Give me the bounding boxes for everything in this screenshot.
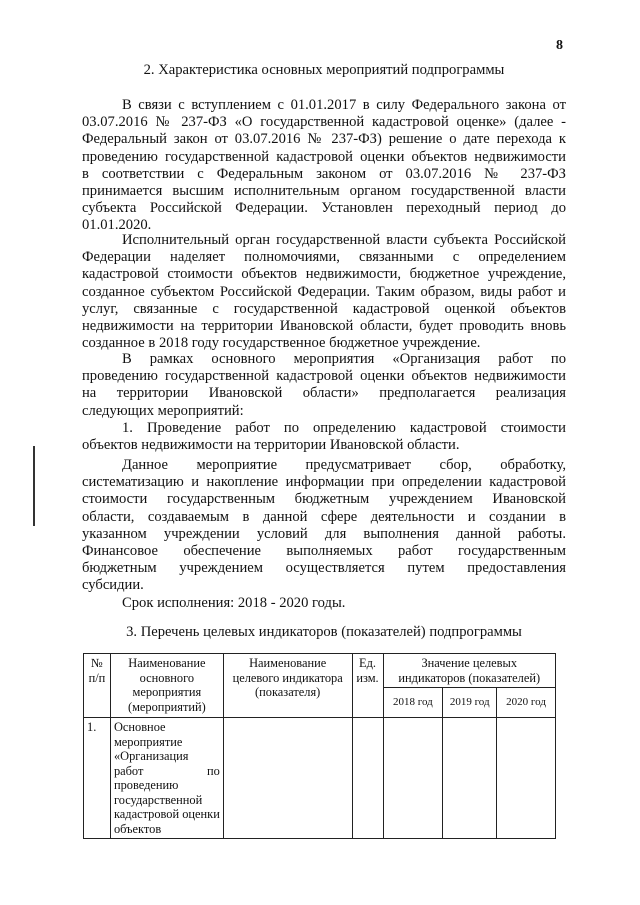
text-line: стоимости государственным бюджетным учреждением Ивановской: [82, 491, 566, 508]
text-line: бюджетным учреждением осуществляется путем предоставления: [82, 560, 566, 577]
text-line: объектов недвижимости на территории Ивановской области.: [82, 437, 460, 454]
cell-2020: [497, 718, 556, 839]
header-unit: Ед. изм.: [352, 654, 383, 718]
paragraph: [82, 420, 566, 454]
header-event: Наименование основного мероприятия (мероприятий): [110, 654, 223, 718]
text-line: созданное субъектом Российской Федерации. Таким образом, виды работ и: [82, 283, 566, 300]
text-line: Финансовое обеспечение выполняемых работ государственным: [82, 542, 566, 559]
header-values: Значение целевых индикаторов (показателей): [383, 654, 556, 688]
cell-num: 1.: [84, 718, 111, 839]
header-year-2020: 2020 год: [497, 688, 556, 718]
cell-unit: [352, 718, 383, 839]
text-line: В рамках основного мероприятия «Организация работ по: [122, 351, 566, 367]
text-line: недвижимости на территории Ивановской области, будет проводить вновь: [82, 317, 566, 334]
section-3-title: 3. Перечень целевых индикаторов (показателей) подпрограммы: [126, 624, 522, 640]
text-line: в соответствии с Федеральным законом от 03.07.2016 № 237-ФЗ: [82, 165, 566, 182]
paragraph: [82, 232, 566, 352]
text-line: систематизацию и накопление информации при определении кадастровой: [82, 474, 566, 491]
paragraph: [82, 97, 566, 235]
text-line: Данное мероприятие предусматривает сбор, обработку,: [122, 457, 566, 473]
header-year-2019: 2019 год: [443, 688, 497, 718]
text-line: проведению государственной кадастровой оценки объектов недвижимости: [82, 148, 566, 165]
text-line: области, создаваемым в данной сфере деятельности и создании в: [82, 508, 566, 525]
indicators-table: [83, 653, 556, 839]
cell-indicator: [223, 718, 352, 839]
paragraph: [82, 351, 566, 420]
section-2-title: 2. Характеристика основных мероприятий подпрограммы: [143, 62, 505, 78]
text-line: Исполнительный орган государственной власти субъекта Российской: [122, 232, 566, 248]
text-line: следующих мероприятий:: [82, 402, 244, 419]
text-line: субъекта Российской Федерации. Установлен переходный период до: [82, 200, 566, 217]
cell-event: Основное мероприятие «Организация работ по проведению государственной кадастровой оценки объектов: [110, 718, 223, 839]
text-line: 03.07.2016 № 237-ФЗ «О государственной кадастровой оценке» (далее -: [82, 114, 566, 131]
text-line: Федеральный закон от 03.07.2016 № 237-ФЗ) решение о дате перехода к: [82, 131, 566, 148]
cell-2019: [443, 718, 497, 839]
paragraph: [82, 457, 566, 595]
header-indicator: Наименование целевого индикатора (показателя): [223, 654, 352, 718]
text-line: услуг, связанные с государственной кадастровой оценкой объектов: [82, 300, 566, 317]
text-line: проведению государственной кадастровой оценки объектов недвижимости: [82, 368, 566, 385]
text-line: принимается высшим исполнительным органом государственной власти: [82, 182, 566, 199]
header-year-2018: 2018 год: [383, 688, 443, 718]
text-line: на территории Ивановской области» предполагается реализация: [82, 385, 566, 402]
text-line: Срок исполнения: 2018 - 2020 годы.: [122, 595, 346, 611]
text-line: кадастровой стоимости объектов недвижимости, бюджетное учреждение,: [82, 266, 566, 283]
header-num: № п/п: [84, 654, 111, 718]
text-line: указанном учреждении условий для выполнения данной работы.: [82, 525, 566, 542]
text-line: Федерации наделяет полномочиями, связанными с определением: [82, 249, 566, 266]
text-line: 1. Проведение работ по определению кадастровой стоимости: [122, 420, 566, 436]
text-line: субсидии.: [82, 577, 144, 594]
text-line: 01.01.2020.: [82, 217, 152, 234]
text-line: созданное в 2018 году государственное бюджетное учреждение.: [82, 335, 481, 352]
paragraph: [82, 595, 566, 612]
margin-mark: [33, 446, 35, 526]
text-line: В связи с вступлением с 01.01.2017 в силу Федерального закона от: [122, 97, 566, 113]
table-row: [84, 718, 556, 839]
cell-2018: [383, 718, 443, 839]
page-number: 8: [556, 38, 563, 53]
